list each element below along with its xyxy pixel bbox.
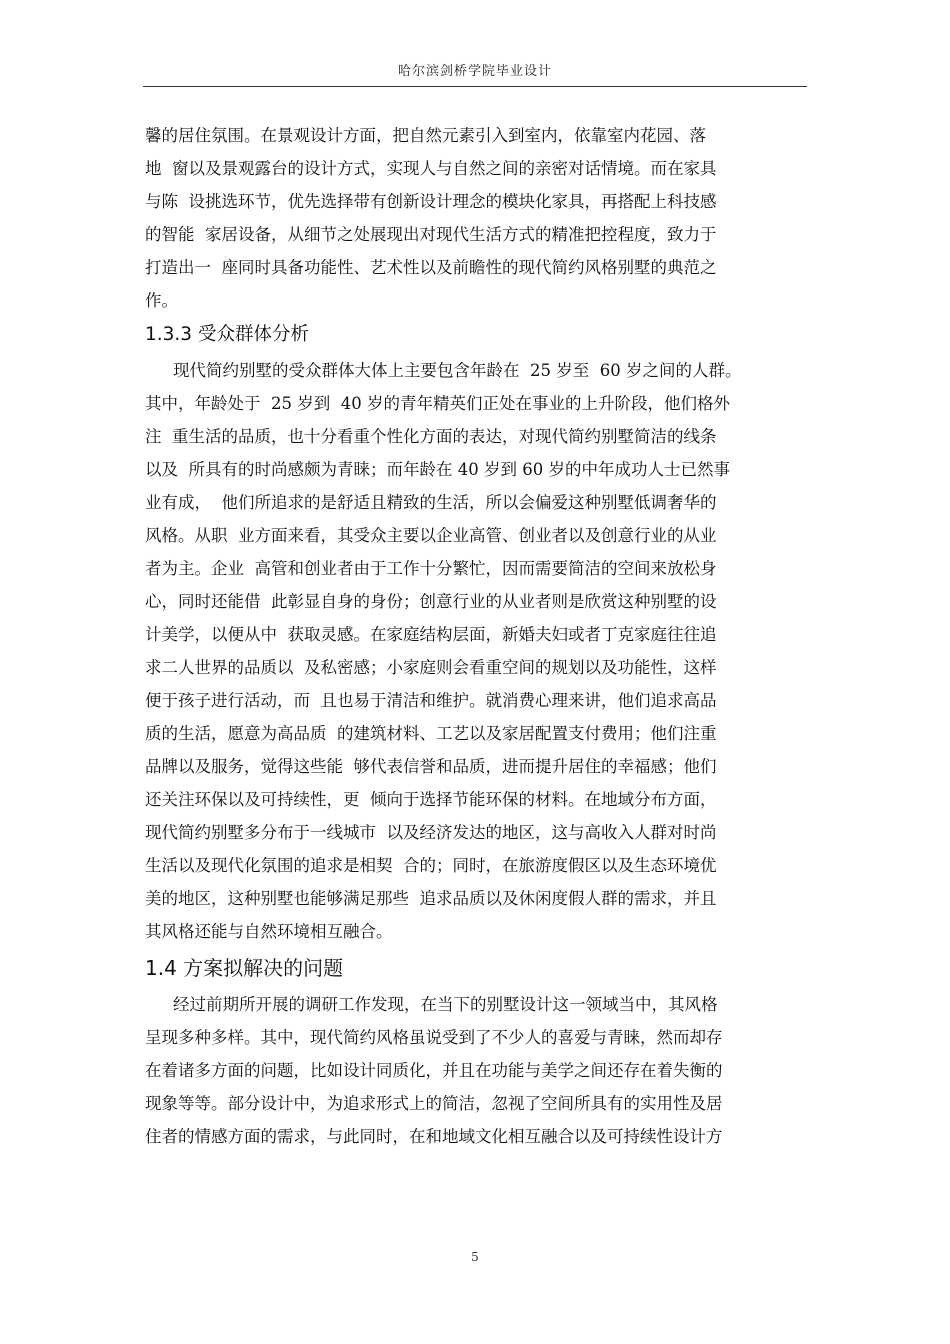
paragraph-continuation [145, 119, 807, 317]
text-line: 质的生活，愿意为高品质 的建筑材料、工艺以及家居配置支付费用；他们注重 [145, 724, 717, 743]
page-header-title: 哈尔滨剑桥学院毕业设计 [397, 64, 552, 79]
text-line: 计美学，以便从中 获取灵感。在家庭结构层面，新婚夫妇或者丁克家庭往往追 [145, 625, 717, 644]
page-body [145, 119, 807, 1153]
text-line: 住者的情感方面的需求，与此同时，在和地域文化相互融合以及可持续性设计方 [145, 1127, 723, 1146]
text-line: 作。 [145, 291, 178, 310]
text-line: 心，同时还能借 此彰显自身的身份；创意行业的从业者则是欣赏这种别墅的设 [145, 592, 717, 611]
text-line: 以及 所具有的时尚感颇为青睐；而年龄在 40 岁到 60 岁的中年成功人士已然事 [145, 460, 730, 479]
paragraph-audience-analysis [145, 354, 807, 948]
section-heading-1-4: 1.4 方案拟解决的问题 [145, 956, 344, 980]
text-line: 现代简约别墅多分布于一线城市 以及经济发达的地区，这与高收入人群对时尚 [145, 823, 717, 842]
text-line: 风格。从职 业方面来看，其受众主要以企业高管、创业者以及创意行业的从业 [145, 526, 717, 545]
text-line: 品牌以及服务，觉得这些能 够代表信誉和品质，进而提升居住的幸福感；他们 [145, 757, 717, 776]
text-line: 者为主。企业 高管和创业者由于工作十分繁忙，因而需要简洁的空间来放松身 [145, 559, 717, 578]
text-line: 与陈 设挑选环节，优先选择带有创新设计理念的模块化家具，再搭配上科技感 [145, 192, 717, 211]
text-line: 现象等等。部分设计中，为追求形式上的简洁，忽视了空间所具有的实用性及居 [145, 1094, 723, 1113]
text-line: 便于孩子进行活动，而 且也易于清洁和维护。就消费心理来讲，他们追求高品 [145, 691, 717, 710]
page-number: 5 [471, 1250, 479, 1264]
text-line: 其中，年龄处于 25 岁到 40 岁的青年精英们正处在事业的上升阶段，他们格外 [145, 394, 730, 413]
text-line: 美的地区，这种别墅也能够满足那些 追求品质以及休闲度假人群的需求，并且 [145, 889, 717, 908]
text-line: 馨的居住氛围。在景观设计方面，把自然元素引入到室内，依靠室内花园、落 [145, 126, 706, 145]
text-line: 在着诸多方面的问题，比如设计同质化，并且在功能与美学之间还存在着失衡的 [145, 1061, 723, 1080]
text-line: 的智能 家居设备，从细节之处展现出对现代生活方式的精准把控程度，致力于 [145, 225, 717, 244]
section-heading-1-3-3: 1.3.3 受众群体分析 [145, 324, 309, 345]
text-line: 注 重生活的品质，也十分看重个性化方面的表达，对现代简约别墅简洁的线条 [145, 427, 717, 446]
text-line: 业有成， 他们所追求的是舒适且精致的生活，所以会偏爱这种别墅低调奢华的 [145, 493, 717, 512]
text-line: 求二人世界的品质以 及私密感；小家庭则会看重空间的规划以及功能性，这样 [145, 658, 717, 677]
header-divider [143, 86, 807, 87]
text-line: 呈现多种多样。其中，现代简约风格虽说受到了不少人的喜爱与青睐，然而却存 [145, 1028, 723, 1047]
text-line: 地 窗以及景观露台的设计方式，实现人与自然之间的亲密对话情境。而在家具 [145, 159, 717, 178]
text-line: 还关注环保以及可持续性，更 倾向于选择节能环保的材料。在地域分布方面， [145, 790, 717, 809]
text-line: 打造出一 座同时具备功能性、艺术性以及前瞻性的现代简约风格别墅的典范之 [145, 258, 717, 277]
text-line: 其风格还能与自然环境相互融合。 [145, 922, 393, 941]
text-line: 生活以及现代化氛围的追求是相契 合的；同时，在旅游度假区以及生态环境优 [145, 856, 717, 875]
paragraph-problems [145, 988, 807, 1153]
text-line: 现代简约别墅的受众群体大体上主要包含年龄在 25 岁至 60 岁之间的人群。 [173, 361, 742, 380]
text-line: 经过前期所开展的调研工作发现，在当下的别墅设计这一领域当中，其风格 [173, 995, 718, 1014]
